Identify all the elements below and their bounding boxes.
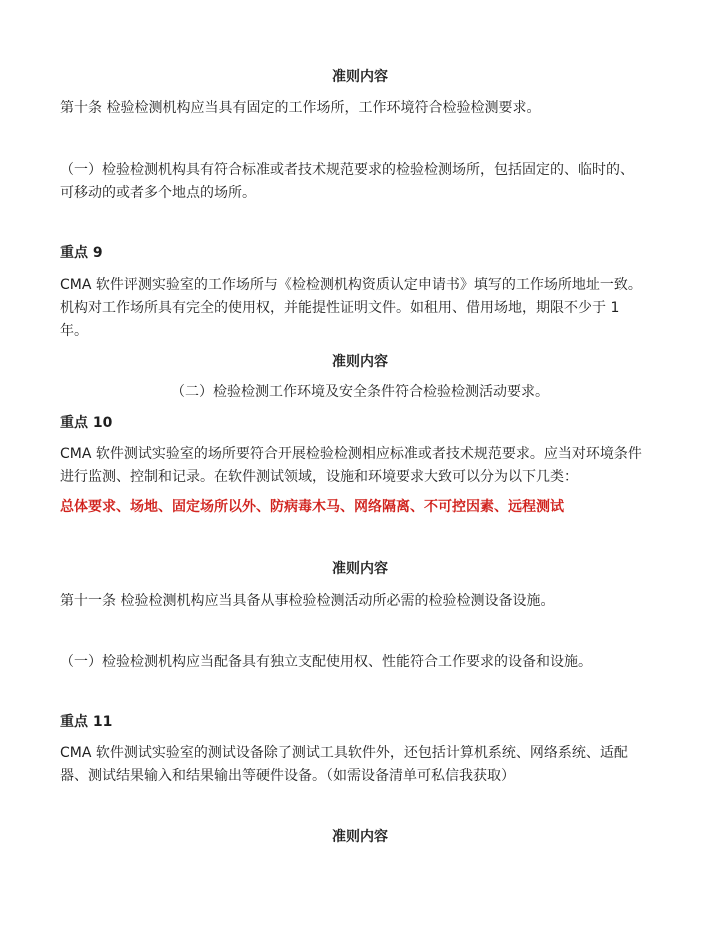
key-point-11-title: 重点 11	[60, 714, 113, 730]
key-point-11-line: 器、测试结果输入和结果输出等硬件设备。（如需设备清单可私信我获取）	[60, 768, 515, 784]
key-point-9-title: 重点 9	[60, 245, 103, 261]
section-heading: 准则内容	[332, 354, 388, 370]
article-11-text: 第十一条 检验检测机构应当具备从事检验检测活动所必需的检验检测设备设施。	[60, 593, 555, 609]
article-10-text: 第十条 检验检测机构应当具有固定的工作场所，工作环境符合检验检测要求。	[60, 100, 541, 116]
clause-2-text: （二）检验检测工作环境及安全条件符合检验检测活动要求。	[171, 384, 549, 400]
key-point-9-line: 年。	[60, 323, 88, 339]
section-heading: 准则内容	[332, 561, 388, 577]
key-point-9-line: 机构对工作场所具有完全的使用权，并能提性证明文件。如租用、借用场地，期限不少于 1	[60, 300, 620, 316]
key-point-10-line: 进行监测、控制和记录。在软件测试领域，设施和环境要求大致可以分为以下几类：	[60, 469, 578, 485]
section-heading: 准则内容	[332, 69, 388, 85]
key-point-10-title: 重点 10	[60, 415, 113, 431]
clause-3-text: （一）检验检测机构应当配备具有独立支配使用权、性能符合工作要求的设备和设施。	[60, 654, 592, 670]
key-point-9-line: CMA 软件评测实验室的工作场所与《检检测机构资质认定申请书》填写的工作场所地址一致。	[60, 277, 642, 293]
key-point-11-line: CMA 软件测试实验室的测试设备除了测试工具软件外，还包括计算机系统、网络系统、适配	[60, 745, 628, 761]
section-heading: 准则内容	[332, 829, 388, 845]
key-point-10-categories: 总体要求、场地、固定场所以外、防病毒木马、网络隔离、不可控因素、远程测试	[60, 499, 564, 515]
clause-1-line: 可移动的或者多个地点的场所。	[60, 185, 256, 201]
clause-1-line: （一）检验检测机构具有符合标准或者技术规范要求的检验检测场所，包括固定的、临时的、	[60, 162, 634, 178]
key-point-10-line: CMA 软件测试实验室的场所要符合开展检验检测相应标准或者技术规范要求。应当对环境条件	[60, 446, 642, 462]
